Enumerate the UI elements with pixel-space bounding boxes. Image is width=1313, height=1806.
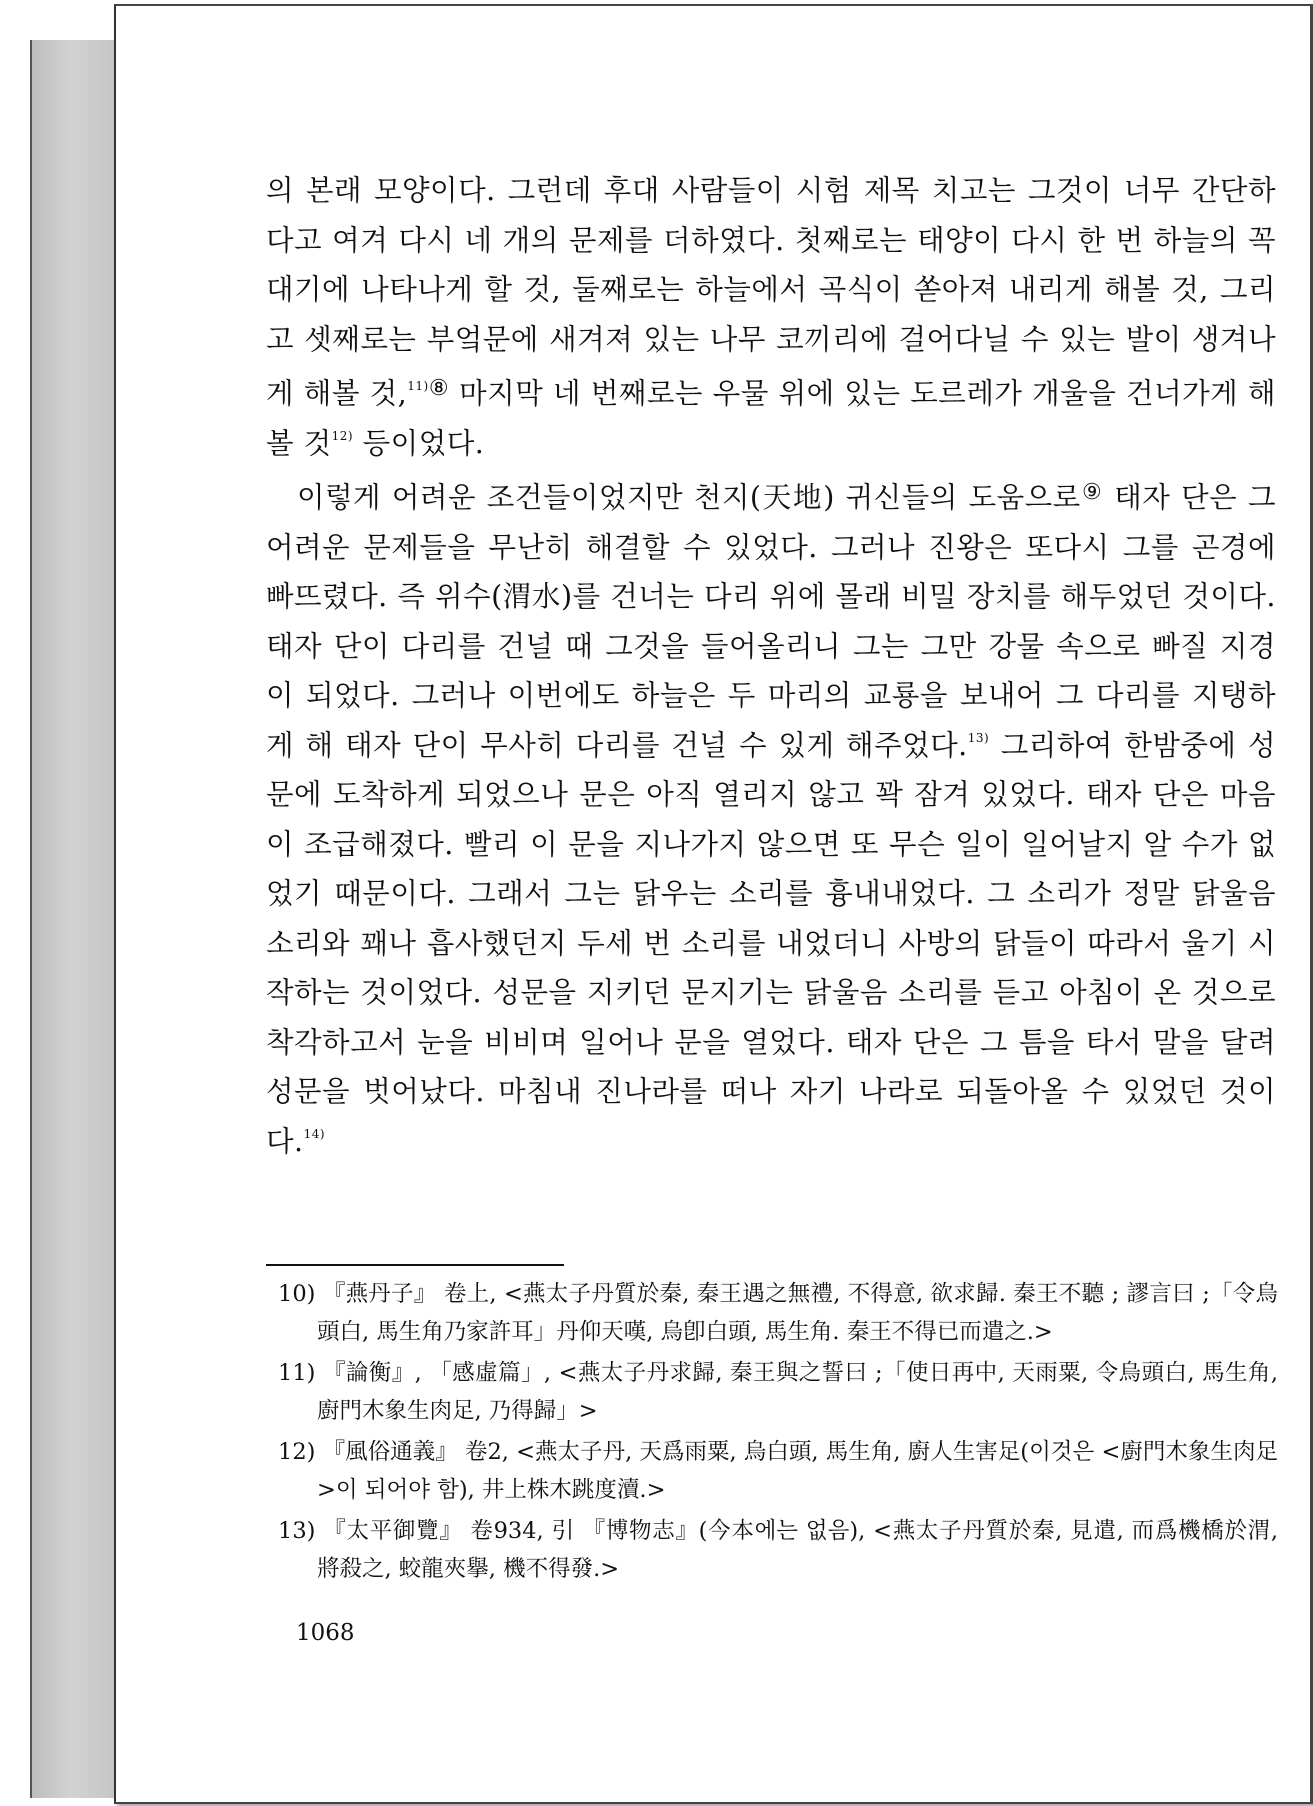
body-text: [266, 166, 1276, 1166]
footnote-11: 11) 『論衡』, 「感虛篇」, <燕太子丹求歸, 秦王與之誓曰 ;「使日再中, 天雨粟, 令烏頭白, 馬生角, 廚門木象生肉足, 乃得歸」>: [278, 1360, 1278, 1424]
paragraph-2: 이렇게 어려운 조건들이었지만 천지(天地) 귀신들의 도움으로⑨ 태자 단은 그 어려운 문제들을 무난히 해결할 수 있었다. 그러나 진왕은 또다시 그를 곤경에 빠뜨렸다. 즉 위수(渭水)를 건너는 다리 위에 몰래 비밀 장치를 해두었던 것이다. 태자 단이 다리를 건널 때 그것을 들어올리니 그는 그만 강물 속으로 빠질 지경이 되었다. 그러나 이번에도 하늘은 두 마리의 교룡을 보내어 그 다리를 지탱하게 해 태자 단이 무사히 다리를 건널 수 있게 해주었다.$^{13)}$ 그리하여 한밤중에 성문에 도착하게 되었으나 문은 아직 열리지 않고 꽉 잠겨 있었다. 태자 단은 마음이 조급해졌다. 빨리 이 문을 지나가지 않으면 또 무슨 일이 일어날지 알 수가 없었기 때문이다. 그래서 그는 닭우는 소리를 흉내내었다. 그 소리가 정말 닭울음 소리와 꽤나 흡사했던지 두세 번 소리를 내었더니 사방의 닭들이 따라서 울기 시작하는 것이었다. 성문을 지키던 문지기는 닭울음 소리를 듣고 아침이 온 것으로 착각하고서 눈을 비비며 일어나 문을 열었다. 태자 단은 그 틈을 타서 말을 달려 성문을 벗어났다. 마침내 진나라를 떠나 자기 나라로 되돌아올 수 있었던 것이다.$^{14)}$: [266, 480, 1276, 1158]
footnote-ref-13: 13): [967, 730, 990, 745]
book-spine: [30, 40, 118, 1798]
footnote-divider: [266, 1264, 564, 1266]
footnote-ref-12: 12): [331, 428, 354, 443]
paragraph-1: 의 본래 모양이다. 그런데 후대 사람들이 시험 제목 치고는 그것이 너무 간단하다고 여겨 다시 네 개의 문제를 더하였다. 첫째로는 태양이 다시 한 번 하늘의 꼭대기에 나타나게 할 것, 둘째로는 하늘에서 곡식이 쏟아져 내리게 해볼 것, 그리고 셋째로는 부엌문에 새겨져 있는 나무 코끼리에 걸어다닐 수 있는 발이 생겨나게 해볼 것,$^{11)⑧}$ 마지막 네 번째로는 우물 위에 있는 도르레가 개울을 건너가게 해볼 것$^{12)}$ 등이었다.: [266, 174, 1276, 460]
circled-marker-8: ⑧: [428, 376, 450, 401]
page-number: 1068: [296, 1620, 355, 1646]
footnote-ref-14: 14): [303, 1126, 326, 1141]
footnote-12: 12) 『風俗通義』 卷2, <燕太子丹, 天爲雨粟, 烏白頭, 馬生角, 廚人生害足(이것은 <廚門木象生肉足>이 되어야 함), 井上株木跳度瀆.>: [278, 1439, 1278, 1503]
book-page: [114, 4, 1313, 1804]
footnote-ref-11: 11): [407, 379, 429, 393]
footnotes: [278, 1276, 1278, 1592]
footnote-10: 10) 『燕丹子』 卷上, <燕太子丹質於秦, 秦王遇之無禮, 不得意, 欲求歸. 秦王不聽 ; 謬言曰 ;「令烏頭白, 馬生角乃家許耳」丹仰天嘆, 烏卽白頭, 馬生角. 秦王不得已而遣之.>: [278, 1281, 1278, 1345]
footnote-13: 13) 『太平御覽』 卷934, 引 『博物志』(今本에는 없음), <燕太子丹質於秦, 見遣, 而爲機橋於渭, 將殺之, 蛟龍夾擧, 機不得發.>: [278, 1518, 1279, 1582]
circled-marker-9: ⑨: [1080, 480, 1104, 505]
